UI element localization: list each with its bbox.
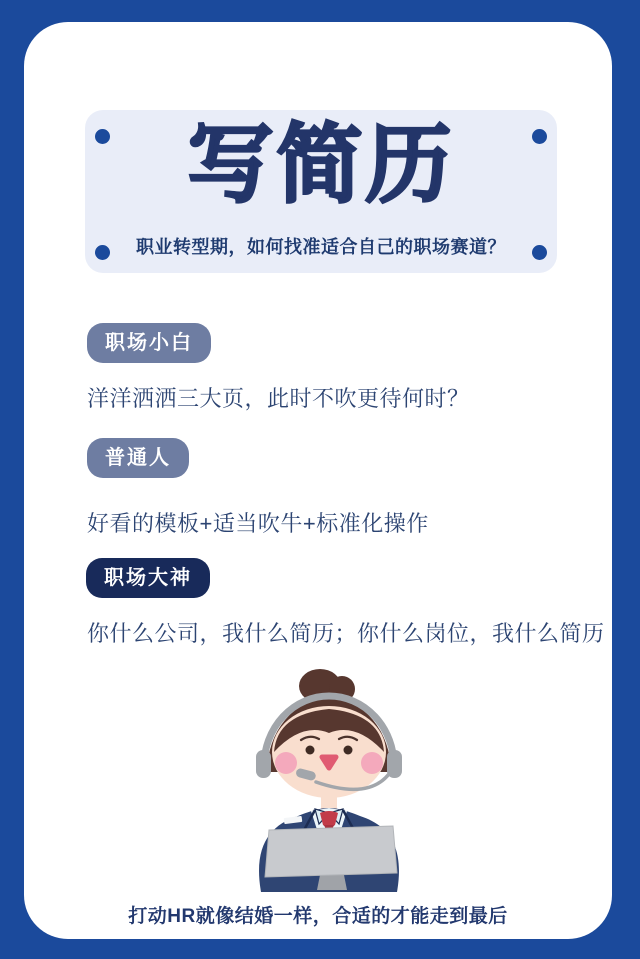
section-text-master: 你什么公司，我什么简历；你什么岗位，我什么简历 [87, 621, 605, 646]
badge-workplace-master: 职场大神 [86, 558, 210, 598]
badge-workplace-newbie: 职场小白 [87, 323, 211, 363]
poster-card [24, 22, 612, 939]
page-subtitle: 职业转型期，如何找准适合自己的职场赛道？ [136, 237, 506, 257]
headset-earcup-icon [256, 750, 271, 778]
eye [306, 746, 315, 755]
page-title: 写简历 [187, 117, 455, 213]
cheek [361, 752, 383, 774]
customer-service-illustration [240, 660, 420, 900]
neck [321, 794, 337, 810]
section-text-newbie: 洋洋洒洒三大页，此时不吹更待何时？ [87, 386, 470, 411]
cheek [275, 752, 297, 774]
footer-tagline: 打动HR就像结婚一样，合适的才能走到最后 [128, 906, 508, 927]
headset-earcup-icon [387, 750, 402, 778]
section-text-ordinary: 好看的模板+适当吹牛+标准化操作 [87, 511, 429, 536]
badge-ordinary-person: 普通人 [87, 438, 189, 478]
header-panel [85, 110, 557, 273]
monitor [265, 826, 397, 877]
eye [344, 746, 353, 755]
